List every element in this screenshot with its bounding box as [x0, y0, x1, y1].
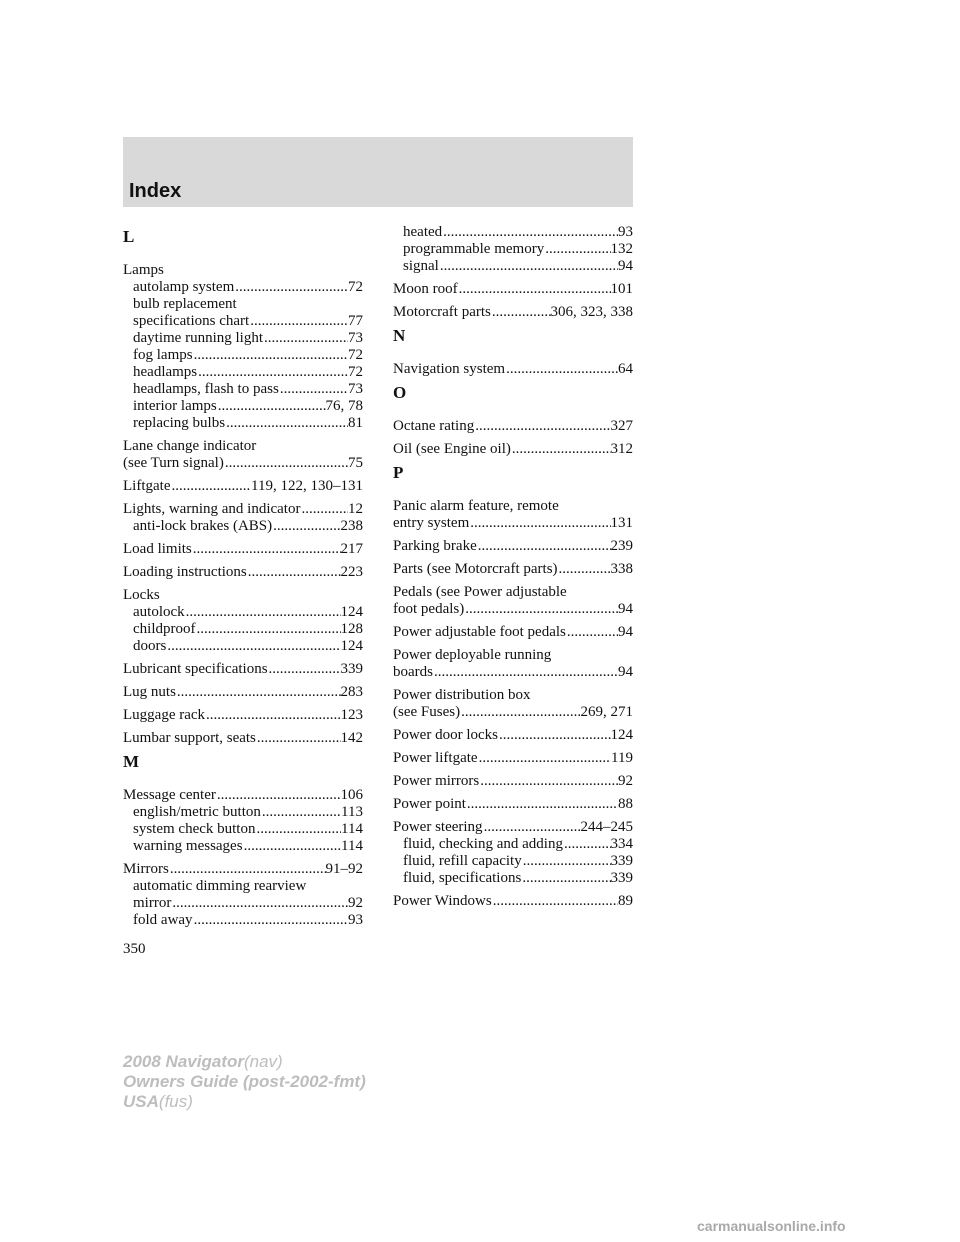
entry-term: entry system: [393, 515, 470, 531]
index-subentry-line: [123, 330, 363, 347]
index-entry: [393, 584, 633, 618]
index-entry: [393, 796, 633, 813]
index-entry: [393, 647, 633, 681]
footer-model-code: (nav): [243, 1052, 283, 1071]
entry-page-ref[interactable]: 93: [618, 224, 633, 240]
index-entry-line: [123, 787, 363, 804]
entry-term: Luggage rack: [123, 707, 206, 723]
entry-page-ref[interactable]: 306, 323, 338: [550, 304, 633, 320]
document-footer: [123, 1052, 366, 1112]
entry-page-ref[interactable]: 244–245: [580, 819, 633, 835]
index-entry-line: [393, 647, 633, 664]
dot-leader: [442, 224, 618, 241]
entry-term: daytime running light: [133, 330, 263, 346]
index-subentry-line: [123, 604, 363, 621]
entry-term: Power point: [393, 796, 466, 812]
dot-leader: [439, 258, 618, 275]
index-entry: [393, 624, 633, 641]
entry-term: Liftgate: [123, 478, 171, 494]
dot-leader: [192, 541, 341, 558]
entry-term: fluid, checking and adding: [403, 836, 563, 852]
entry-page-ref[interactable]: 327: [610, 418, 633, 434]
index-subentry-line: [393, 870, 633, 887]
entry-page-ref[interactable]: 72: [348, 364, 363, 380]
index-entry-line: [123, 564, 363, 581]
index-subentry-line: [393, 853, 633, 870]
page-title: Index: [129, 180, 182, 202]
entry-page-ref[interactable]: 94: [618, 664, 633, 680]
entry-page-ref[interactable]: 119, 122, 130–131: [251, 478, 363, 494]
entry-page-ref[interactable]: 238: [340, 518, 363, 534]
entry-page-ref[interactable]: 114: [341, 838, 363, 854]
entry-term: Power steering: [393, 819, 483, 835]
index-entry: [393, 304, 633, 321]
index-column-right: [393, 224, 633, 916]
entry-term: Lumbar support, seats: [123, 730, 256, 746]
dot-leader: [477, 538, 611, 555]
entry-term: Lubricant specifications: [123, 661, 268, 677]
index-entry: [123, 541, 363, 558]
index-entry-line: [123, 541, 363, 558]
index-subentry-line: [123, 279, 363, 296]
entry-page-ref[interactable]: 338: [610, 561, 633, 577]
index-subentry-line: [123, 398, 363, 415]
entry-term: fold away: [133, 912, 193, 928]
entry-term: fluid, specifications: [403, 870, 522, 886]
index-entry-line: [393, 796, 633, 813]
entry-term: fluid, refill capacity: [403, 853, 522, 869]
index-entry: [123, 861, 363, 929]
entry-page-ref[interactable]: 132: [610, 241, 633, 257]
index-entry: [393, 281, 633, 298]
index-subentry-line: [393, 241, 633, 258]
index-entry-line: [123, 262, 363, 279]
dot-leader: [544, 241, 610, 258]
index-section-letter: P: [393, 463, 404, 482]
entry-term: Message center: [123, 787, 216, 803]
entry-term: Oil (see Engine oil): [393, 441, 511, 457]
entry-page-ref[interactable]: 113: [341, 804, 363, 820]
entry-term: Locks: [123, 587, 160, 603]
index-subentry-line: [123, 621, 363, 638]
dot-leader: [272, 518, 340, 535]
entry-term: Pedals (see Power adjustable: [393, 584, 567, 600]
index-entry-line: [123, 707, 363, 724]
entry-page-ref[interactable]: 73: [348, 381, 363, 397]
footer-model: 2008 Navigator: [123, 1052, 244, 1071]
dot-leader: [170, 478, 251, 495]
index-entry: [393, 893, 633, 910]
entry-page-ref[interactable]: 75: [348, 455, 363, 471]
entry-term: bulb replacement: [133, 296, 237, 312]
index-entry-line: [393, 819, 633, 836]
index-entry-line: [393, 304, 633, 321]
index-entry-line: [393, 538, 633, 555]
index-subentry-line: [123, 804, 363, 821]
entry-page-ref[interactable]: 123: [340, 707, 363, 723]
footer-line-2: Owners Guide (post-2002-fmt): [123, 1072, 366, 1091]
index-entry-line: [393, 727, 633, 744]
index-subentry-line: [123, 638, 363, 655]
dot-leader: [193, 912, 348, 929]
index-entry-line: [393, 893, 633, 910]
entry-term: Power Windows: [393, 893, 492, 909]
index-entry-line: [393, 750, 633, 767]
dot-leader: [243, 838, 341, 855]
dot-leader: [563, 836, 611, 853]
entry-term: autolamp system: [133, 279, 235, 295]
dot-leader: [491, 304, 551, 321]
entry-term: autolock: [133, 604, 185, 620]
entry-term: Moon roof: [393, 281, 458, 297]
index-entry: [393, 441, 633, 458]
entry-term: anti-lock brakes (ABS): [133, 518, 273, 534]
entry-page-ref[interactable]: 312: [610, 441, 633, 457]
index-entry-line: [393, 584, 633, 601]
index-subentry-line: [123, 381, 363, 398]
index-entry-line: [123, 861, 363, 878]
index-entry: [123, 787, 363, 855]
index-entry-line: [393, 361, 633, 378]
entry-term: (see Fuses): [393, 704, 461, 720]
index-entry: [123, 262, 363, 432]
dot-leader: [483, 819, 581, 836]
index-entry: [393, 773, 633, 790]
entry-term: heated: [403, 224, 443, 240]
dot-leader: [197, 364, 348, 381]
index-subentry-line: [123, 821, 363, 838]
entry-page-ref[interactable]: 88: [618, 796, 633, 812]
dot-leader: [492, 893, 618, 910]
index-entry-line: [393, 773, 633, 790]
index-entry: [393, 361, 633, 378]
index-entry: [393, 687, 633, 721]
footer-market: USA: [123, 1092, 159, 1111]
watermark: carmanualsonline.info: [697, 1218, 846, 1234]
entry-term: interior lamps: [133, 398, 217, 414]
dot-leader: [193, 347, 348, 364]
index-entry: [393, 819, 633, 887]
index-entry-line: [393, 601, 633, 618]
entry-page-ref[interactable]: 92: [348, 895, 363, 911]
page-number: 350: [123, 941, 146, 957]
index-entry-line: [123, 587, 363, 604]
index-entry-line: [393, 281, 633, 298]
index-entry: [123, 684, 363, 701]
entry-term: Lights, warning and indicator: [123, 501, 301, 517]
footer-market-code: (fus): [158, 1092, 193, 1111]
entry-term: mirror: [133, 895, 172, 911]
index-subentry-line: [123, 313, 363, 330]
entry-term: Lane change indicator: [123, 438, 257, 454]
entry-term: Navigation system: [393, 361, 506, 377]
dot-leader: [474, 418, 610, 435]
index-subentry-line: [123, 415, 363, 432]
entry-page-ref[interactable]: 217: [340, 541, 363, 557]
footer-line-3: [123, 1092, 366, 1112]
entry-term: fog lamps: [133, 347, 193, 363]
dot-leader: [458, 281, 611, 298]
dot-leader: [224, 455, 348, 472]
index-entry-line: [393, 418, 633, 435]
dot-leader: [255, 821, 341, 838]
entry-page-ref[interactable]: 269, 271: [580, 704, 633, 720]
entry-page-ref[interactable]: 76, 78: [325, 398, 363, 414]
entry-page-ref[interactable]: 101: [610, 281, 633, 297]
dot-leader: [263, 330, 348, 347]
index-entry: [393, 418, 633, 435]
index-entry-line: [123, 478, 363, 495]
index-subentry-line: [393, 224, 633, 241]
index-entry: [123, 564, 363, 581]
entry-page-ref[interactable]: 92: [618, 773, 633, 789]
entry-page-ref[interactable]: 77: [348, 313, 363, 329]
dot-leader: [217, 398, 326, 415]
dot-leader: [505, 361, 618, 378]
index-entry: [393, 727, 633, 744]
entry-term: system check button: [133, 821, 256, 837]
dot-leader: [300, 501, 348, 518]
index-entry: [123, 587, 363, 655]
entry-page-ref[interactable]: 73: [348, 330, 363, 346]
dot-leader: [205, 707, 340, 724]
dot-leader: [566, 624, 618, 641]
entry-page-ref[interactable]: 334: [610, 836, 633, 852]
dot-leader: [279, 381, 348, 398]
entry-page-ref[interactable]: 339: [610, 853, 633, 869]
index-section-letter: O: [393, 383, 407, 402]
entry-page-ref[interactable]: 72: [348, 279, 363, 295]
entry-page-ref[interactable]: 124: [340, 638, 363, 654]
dot-leader: [479, 773, 618, 790]
entry-page-ref[interactable]: 81: [348, 415, 363, 431]
dot-leader: [460, 704, 580, 721]
index-entry-line: [123, 684, 363, 701]
dot-leader: [216, 787, 341, 804]
index-subentry-line: [123, 347, 363, 364]
dot-leader: [433, 664, 618, 681]
index-subentry-line: [123, 878, 363, 895]
entry-term: (see Turn signal): [123, 455, 224, 471]
section-header: [123, 137, 633, 207]
index-entry: [123, 661, 363, 678]
dot-leader: [498, 727, 611, 744]
index-entry-line: [393, 624, 633, 641]
dot-leader: [268, 661, 341, 678]
entry-term: Power mirrors: [393, 773, 480, 789]
index-entry-line: [123, 730, 363, 747]
entry-page-ref[interactable]: 114: [341, 821, 363, 837]
index-entry: [393, 498, 633, 532]
index-section-letter: M: [123, 752, 140, 771]
entry-page-ref[interactable]: 12: [348, 501, 363, 517]
dot-leader: [261, 804, 341, 821]
index-subentry-line: [123, 912, 363, 929]
index-entry: [123, 438, 363, 472]
dot-leader: [185, 604, 341, 621]
dot-leader: [464, 601, 618, 618]
dot-leader: [511, 441, 611, 458]
entry-term: english/metric button: [133, 804, 261, 820]
entry-term: Motorcraft parts: [393, 304, 491, 320]
dot-leader: [521, 870, 610, 887]
dot-leader: [234, 279, 348, 296]
entry-page-ref[interactable]: 72: [348, 347, 363, 363]
entry-term: signal: [403, 258, 439, 274]
entry-term: boards: [393, 664, 433, 680]
entry-term: Parking brake: [393, 538, 477, 554]
entry-page-ref[interactable]: 239: [610, 538, 633, 554]
index-section-letter: L: [123, 227, 135, 246]
entry-term: Lug nuts: [123, 684, 176, 700]
index-entry-line: [393, 687, 633, 704]
entry-page-ref[interactable]: 128: [340, 621, 363, 637]
entry-term: Power adjustable foot pedals: [393, 624, 566, 640]
index-entry-line: [123, 438, 363, 455]
entry-page-ref[interactable]: 91–92: [325, 861, 363, 877]
index-entry-line: [393, 664, 633, 681]
index-entry: [393, 750, 633, 767]
entry-term: warning messages: [133, 838, 243, 854]
entry-term: Power distribution box: [393, 687, 531, 703]
index-entry-line: [123, 455, 363, 472]
entry-term: Power deployable running: [393, 647, 552, 663]
index-subentry-line: [393, 836, 633, 853]
index-column-left: [123, 224, 363, 935]
entry-page-ref[interactable]: 106: [340, 787, 363, 803]
entry-term: programmable memory: [403, 241, 545, 257]
index-entry: [393, 224, 633, 275]
index-entry: [123, 730, 363, 747]
index-subentry-line: [123, 518, 363, 535]
index-entry: [123, 478, 363, 495]
entry-page-ref[interactable]: 64: [618, 361, 633, 377]
dot-leader: [522, 853, 611, 870]
index-entry-line: [123, 501, 363, 518]
dot-leader: [466, 796, 618, 813]
index-entry: [123, 707, 363, 724]
entry-page-ref[interactable]: 142: [340, 730, 363, 746]
index-entry: [393, 538, 633, 555]
entry-page-ref[interactable]: 124: [340, 604, 363, 620]
entry-term: headlamps: [133, 364, 198, 380]
index-subentry-line: [123, 364, 363, 381]
entry-page-ref[interactable]: 131: [610, 515, 633, 531]
entry-term: doors: [133, 638, 167, 654]
entry-term: specifications chart: [133, 313, 250, 329]
index-entry-line: [393, 441, 633, 458]
entry-term: Panic alarm feature, remote: [393, 498, 559, 514]
entry-page-ref[interactable]: 223: [340, 564, 363, 580]
dot-leader: [169, 861, 326, 878]
entry-term: Lamps: [123, 262, 164, 278]
dot-leader: [478, 750, 611, 767]
entry-term: Parts (see Motorcraft parts): [393, 561, 558, 577]
entry-term: Power liftgate: [393, 750, 478, 766]
index-entry: [123, 501, 363, 535]
index-entry-line: [393, 704, 633, 721]
dot-leader: [171, 895, 348, 912]
index-entry: [393, 561, 633, 578]
index-section-letter: N: [393, 326, 406, 345]
dot-leader: [469, 515, 610, 532]
dot-leader: [249, 313, 348, 330]
index-entry-line: [393, 498, 633, 515]
entry-page-ref[interactable]: 93: [348, 912, 363, 928]
entry-term: foot pedals): [393, 601, 465, 617]
entry-term: Load limits: [123, 541, 192, 557]
index-entry-line: [393, 561, 633, 578]
entry-page-ref[interactable]: 94: [618, 624, 633, 640]
index-subentry-line: [123, 838, 363, 855]
dot-leader: [256, 730, 341, 747]
entry-page-ref[interactable]: 94: [618, 601, 633, 617]
dot-leader: [166, 638, 340, 655]
entry-term: automatic dimming rearview: [133, 878, 307, 894]
footer-line-1: [123, 1052, 366, 1072]
index-subentry-line: [393, 258, 633, 275]
dot-leader: [247, 564, 341, 581]
entry-page-ref[interactable]: 124: [610, 727, 633, 743]
dot-leader: [558, 561, 611, 578]
entry-term: Octane rating: [393, 418, 475, 434]
dot-leader: [176, 684, 341, 701]
dot-leader: [225, 415, 348, 432]
entry-page-ref[interactable]: 339: [340, 661, 363, 677]
entry-term: headlamps, flash to pass: [133, 381, 279, 397]
dot-leader: [195, 621, 340, 638]
entry-page-ref[interactable]: 283: [340, 684, 363, 700]
entry-page-ref[interactable]: 339: [610, 870, 633, 886]
index-subentry-line: [123, 296, 363, 313]
entry-page-ref[interactable]: 94: [618, 258, 633, 274]
entry-term: Mirrors: [123, 861, 169, 877]
entry-term: Loading instructions: [123, 564, 247, 580]
entry-term: Power door locks: [393, 727, 498, 743]
entry-term: childproof: [133, 621, 196, 637]
entry-term: replacing bulbs: [133, 415, 226, 431]
index-subentry-line: [123, 895, 363, 912]
index-entry-line: [123, 661, 363, 678]
index-entry-line: [393, 515, 633, 532]
entry-page-ref[interactable]: 119: [611, 750, 633, 766]
entry-page-ref[interactable]: 89: [618, 893, 633, 909]
